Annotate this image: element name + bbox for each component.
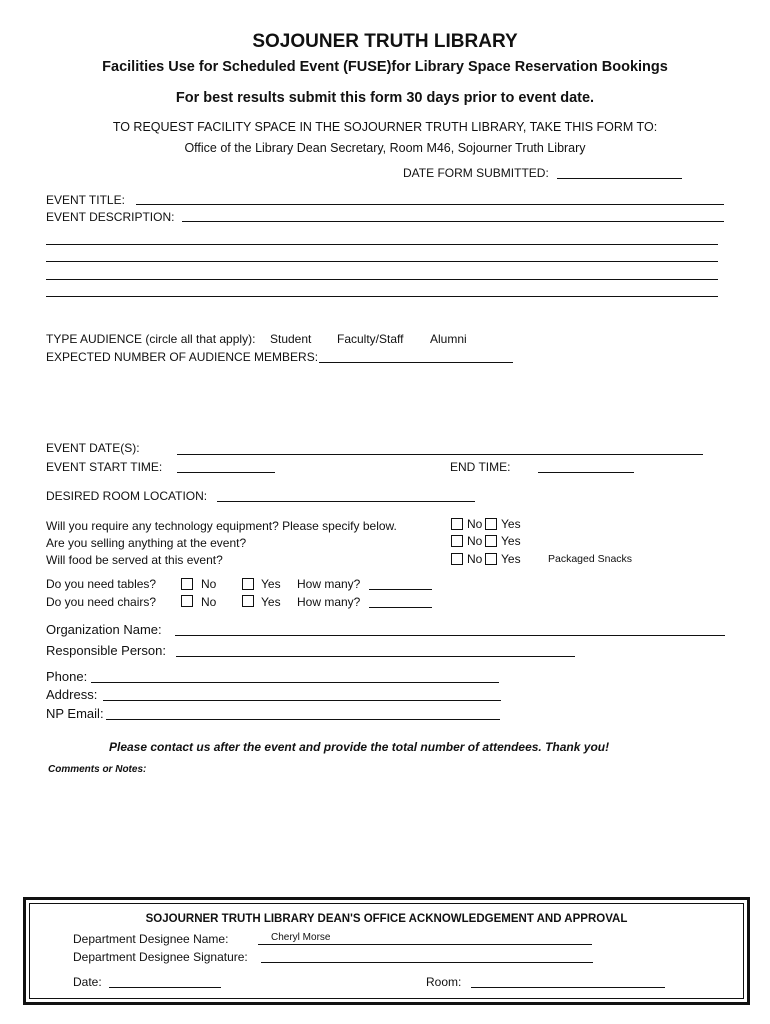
- approval-date-field[interactable]: [109, 987, 221, 988]
- audience-label: TYPE AUDIENCE (circle all that apply):: [46, 332, 256, 346]
- date-submitted-field[interactable]: [557, 178, 682, 179]
- responsible-field[interactable]: [176, 656, 575, 657]
- description-line[interactable]: [46, 296, 718, 297]
- tables-how-many-field[interactable]: [369, 589, 432, 590]
- event-dates-field[interactable]: [177, 454, 703, 455]
- chairs-yes-checkbox[interactable]: [242, 595, 254, 607]
- comments-area[interactable]: [46, 780, 726, 880]
- date-submitted-label: DATE FORM SUBMITTED:: [403, 166, 549, 180]
- food-yes-checkbox[interactable]: [485, 553, 497, 565]
- selling-yes-checkbox[interactable]: [485, 535, 497, 547]
- tables-no-label: No: [201, 577, 217, 591]
- designee-signature-field[interactable]: [261, 962, 593, 963]
- selling-question: Are you selling anything at the event?: [46, 536, 247, 550]
- description-line[interactable]: [46, 261, 718, 262]
- organization-field[interactable]: [175, 635, 725, 636]
- room-location-label: DESIRED ROOM LOCATION:: [46, 489, 208, 503]
- tech-no-checkbox[interactable]: [451, 518, 463, 530]
- comments-label: Comments or Notes:: [48, 764, 147, 775]
- event-dates-label: EVENT DATE(S):: [46, 441, 140, 455]
- audience-option-faculty-staff[interactable]: Faculty/Staff: [337, 332, 404, 346]
- approval-heading: SOJOURNER TRUTH LIBRARY DEAN'S OFFICE ACKNOWLEDGEMENT AND APPROVAL: [145, 913, 628, 925]
- designee-name-field[interactable]: [258, 944, 592, 945]
- expected-number-field[interactable]: [319, 362, 513, 363]
- tables-question: Do you need tables?: [46, 577, 157, 591]
- phone-field[interactable]: [91, 682, 499, 683]
- selling-no-label: No: [467, 534, 483, 548]
- food-note: Packaged Snacks: [548, 553, 633, 565]
- email-field[interactable]: [106, 719, 500, 720]
- phone-label: Phone:: [46, 669, 88, 684]
- start-time-label: EVENT START TIME:: [46, 460, 163, 474]
- tables-yes-label: Yes: [261, 577, 281, 591]
- form-subtitle: Facilities Use for Scheduled Event (FUSE)for Library Space Reservation Bookings: [102, 59, 668, 75]
- designee-signature-label: Department Designee Signature:: [73, 950, 248, 964]
- chairs-question: Do you need chairs?: [46, 595, 157, 609]
- audience-option-student[interactable]: Student: [270, 332, 312, 346]
- description-line[interactable]: [46, 244, 718, 245]
- chairs-how-many-field[interactable]: [369, 607, 432, 608]
- selling-yes-label: Yes: [501, 534, 521, 548]
- approval-date-label: Date:: [73, 975, 102, 989]
- expected-number-label: EXPECTED NUMBER OF AUDIENCE MEMBERS:: [46, 350, 319, 364]
- end-time-label: END TIME:: [450, 460, 511, 474]
- responsible-label: Responsible Person:: [46, 643, 166, 658]
- selling-no-checkbox[interactable]: [451, 535, 463, 547]
- food-no-checkbox[interactable]: [451, 553, 463, 565]
- room-location-field[interactable]: [217, 501, 475, 502]
- library-title: SOJOUNER TRUTH LIBRARY: [252, 31, 518, 52]
- tables-no-checkbox[interactable]: [181, 578, 193, 590]
- office-text: Office of the Library Dean Secretary, Room M46, Sojourner Truth Library: [184, 141, 586, 155]
- end-time-field[interactable]: [538, 472, 634, 473]
- food-no-label: No: [467, 552, 483, 566]
- food-yes-label: Yes: [501, 552, 521, 566]
- tech-yes-checkbox[interactable]: [485, 518, 497, 530]
- event-title-label: EVENT TITLE:: [46, 193, 125, 207]
- instruction-text: TO REQUEST FACILITY SPACE IN THE SOJOURNER TRUTH LIBRARY, TAKE THIS FORM TO:: [112, 120, 658, 134]
- chairs-no-checkbox[interactable]: [181, 595, 193, 607]
- chairs-no-label: No: [201, 595, 217, 609]
- approval-room-field[interactable]: [471, 987, 665, 988]
- tech-yes-label: Yes: [501, 517, 521, 531]
- audience-option-alumni[interactable]: Alumni: [430, 332, 467, 346]
- approval-room-label: Room:: [426, 975, 462, 989]
- food-question: Will food be served at this event?: [46, 553, 223, 567]
- tech-no-label: No: [467, 517, 483, 531]
- submission-advice: For best results submit this form 30 days prior to event date.: [175, 90, 595, 106]
- address-label: Address:: [46, 687, 98, 702]
- event-description-label: EVENT DESCRIPTION:: [46, 210, 175, 224]
- chairs-yes-label: Yes: [261, 595, 281, 609]
- tech-question: Will you require any technology equipment? Please specify below.: [46, 519, 397, 533]
- tables-how-many-label: How many?: [297, 577, 361, 591]
- chairs-how-many-label: How many?: [297, 595, 361, 609]
- designee-name-value: Cheryl Morse: [271, 932, 331, 943]
- address-field[interactable]: [103, 700, 501, 701]
- email-label: NP Email:: [46, 706, 104, 721]
- description-line[interactable]: [46, 279, 718, 280]
- event-title-field[interactable]: [136, 204, 724, 205]
- contact-note: Please contact us after the event and provide the total number of attendees. Thank you!: [109, 740, 610, 754]
- event-description-field[interactable]: [182, 221, 724, 222]
- designee-name-label: Department Designee Name:: [73, 932, 229, 946]
- tables-yes-checkbox[interactable]: [242, 578, 254, 590]
- start-time-field[interactable]: [177, 472, 275, 473]
- organization-label: Organization Name:: [46, 622, 162, 637]
